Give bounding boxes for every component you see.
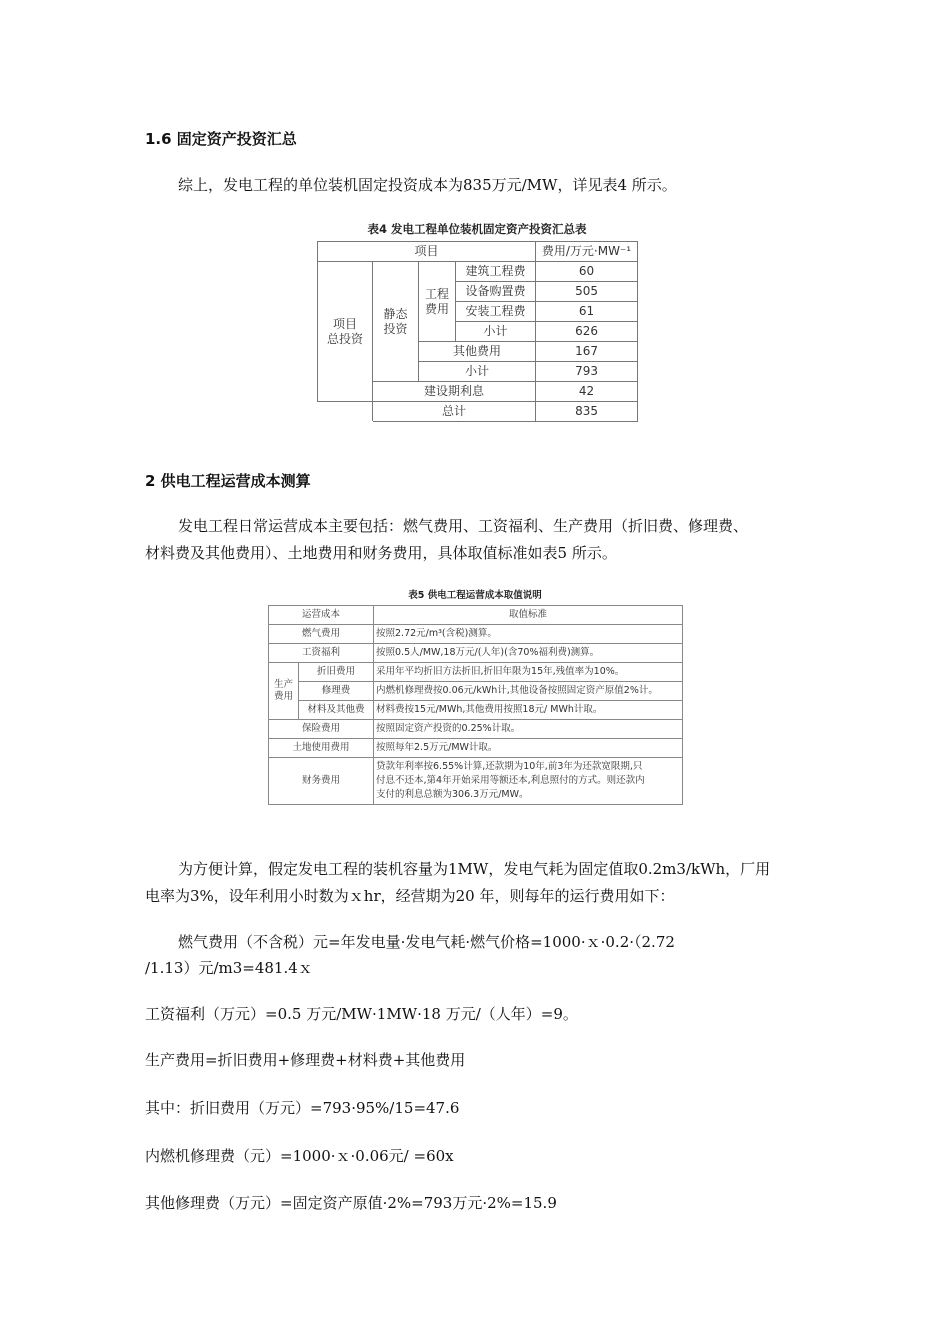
table5-production-cell bbox=[269, 663, 299, 720]
table-row bbox=[318, 262, 638, 282]
table-row bbox=[269, 701, 683, 720]
table5-insurance-standard: 按照固定资产投资的0.25%计取。 bbox=[374, 720, 683, 739]
table5-header-cost: 运营成本 bbox=[269, 606, 374, 625]
calc-production: 生产费用=折旧费用+修理费+材料费+其他费用 bbox=[145, 1051, 466, 1069]
table4-total-invest-line2: 总投资 bbox=[326, 331, 363, 346]
table5-material-label: 材料及其他费 bbox=[299, 701, 374, 720]
table5-material-standard: 材料费按15元/MWh,其他费用按照18元/ MWh计取。 bbox=[374, 701, 683, 720]
table5-finance-line2: 付息不还本,第4年开始采用等额还本,利息照付的方式。则还款内 bbox=[376, 775, 645, 786]
table4-row-label: 设备购置费 bbox=[456, 282, 536, 302]
table-row bbox=[269, 663, 683, 682]
table-row bbox=[269, 720, 683, 739]
table4-header-item: 项目 bbox=[318, 242, 536, 262]
table5-wage-label: 工资福利 bbox=[269, 644, 374, 663]
table5-header-row bbox=[269, 606, 683, 625]
table4-eng-cost-line1: 工程 bbox=[424, 286, 449, 301]
calc-gas-line1: 燃气费用（不含税）元=年发电量·发电气耗·燃气价格=1000·ｘ·0.2·（2.72 bbox=[178, 933, 675, 951]
table5-caption: 表5 供电工程运营成本取值说明 bbox=[408, 590, 542, 601]
table4-eng-cost-line2: 费用 bbox=[424, 301, 449, 316]
table5-finance-label: 财务费用 bbox=[269, 758, 374, 805]
table5-finance-standard bbox=[374, 758, 683, 805]
table4-row-value: 61 bbox=[536, 302, 638, 322]
table5-finance-line3: 支付的利息总额为306.3万元/MW。 bbox=[376, 789, 529, 800]
table-row bbox=[269, 758, 683, 805]
table4-total-invest-line1: 项目 bbox=[332, 316, 357, 331]
section-1-6-paragraph: 综上，发电工程的单位装机固定投资成本为835万元/MW，详见表4 所示。 bbox=[178, 176, 677, 194]
table5-finance-line1: 贷款年利率按6.55%计算,还款期为10年,前3年为还款宽限期,只 bbox=[376, 761, 643, 772]
table4-row-label: 小计 bbox=[456, 322, 536, 342]
table4-row-value: 505 bbox=[536, 282, 638, 302]
table5-gas-standard: 按照2.72元/m³(含税)测算。 bbox=[374, 625, 683, 644]
table5-land-standard: 按照每年2.5万元/MW计取。 bbox=[374, 739, 683, 758]
table4-row-label: 建设期利息 bbox=[373, 382, 536, 402]
table5-repair-standard: 内燃机修理费按0.06元/kWh计,其他设备按照固定资产原值2%计。 bbox=[374, 682, 683, 701]
calc-assumption-line1: 为方便计算，假定发电工程的装机容量为1MW，发电气耗为固定值取0.2m3/kWh，厂用 bbox=[178, 860, 771, 878]
table5-wage-standard: 按照0.5人/MW,18万元/(人年)(含70%福利费)测算。 bbox=[374, 644, 683, 663]
table4-row-label: 建筑工程费 bbox=[456, 262, 536, 282]
table4-row-label: 总计 bbox=[373, 402, 536, 422]
table5-production-line1: 生产 bbox=[273, 679, 293, 690]
calc-gas-line2: /1.13）元/m3=481.4ｘ bbox=[145, 959, 313, 977]
table5-repair-label: 修理费 bbox=[299, 682, 374, 701]
table4-row-label: 其他费用 bbox=[419, 342, 536, 362]
table4-header-cost: 费用/万元·MW⁻¹ bbox=[536, 242, 638, 262]
section-2-paragraph-line2: 材料费及其他费用）、土地费用和财务费用，具体取值标准如表5 所示。 bbox=[145, 544, 617, 562]
table5-depreciation-label: 折旧费用 bbox=[299, 663, 374, 682]
table5-depreciation-standard: 采用年平均折旧方法折旧,折旧年限为15年,残值率为10%。 bbox=[374, 663, 683, 682]
table5-land-label: 土地使用费用 bbox=[269, 739, 374, 758]
table4-static-invest-cell bbox=[373, 262, 419, 382]
section-1-6-title: 1.6 固定资产投资汇总 bbox=[145, 130, 297, 148]
calc-engine-repair: 内燃机修理费（元）=1000·ｘ·0.06元/ =60x bbox=[145, 1147, 454, 1165]
calc-other-repair: 其他修理费（万元）=固定资产原值·2%=793万元·2%=15.9 bbox=[145, 1194, 557, 1212]
table4 bbox=[317, 241, 638, 422]
table4-row-value: 60 bbox=[536, 262, 638, 282]
calc-assumption-line2: 电率为3%，设年利用小时数为ｘhr，经营期为20 年，则每年的运行费用如下： bbox=[145, 887, 675, 905]
table4-row-label: 小计 bbox=[419, 362, 536, 382]
table4-static-invest-line2: 投资 bbox=[383, 321, 408, 336]
table-row bbox=[269, 739, 683, 758]
table4-eng-cost-cell bbox=[419, 262, 456, 342]
section-2-title: 2 供电工程运营成本测算 bbox=[145, 472, 311, 490]
table4-caption: 表4 发电工程单位装机固定资产投资汇总表 bbox=[367, 222, 587, 236]
calc-depreciation: 其中：折旧费用（万元）=793·95%/15=47.6 bbox=[145, 1099, 460, 1117]
table-row bbox=[269, 644, 683, 663]
table4-total-invest-cell bbox=[318, 262, 373, 402]
table4-header-row bbox=[318, 242, 638, 262]
table4-row-value: 793 bbox=[536, 362, 638, 382]
table5-gas-label: 燃气费用 bbox=[269, 625, 374, 644]
table4-static-invest-line1: 静态 bbox=[383, 306, 408, 321]
table5-production-line2: 费用 bbox=[273, 691, 293, 702]
section-2-paragraph-line1: 发电工程日常运营成本主要包括：燃气费用、工资福利、生产费用（折旧费、修理费、 bbox=[178, 517, 749, 535]
table5-insurance-label: 保险费用 bbox=[269, 720, 374, 739]
table4-row-label: 安装工程费 bbox=[456, 302, 536, 322]
table-row bbox=[318, 402, 638, 422]
table-row bbox=[269, 682, 683, 701]
table4-row-value: 835 bbox=[536, 402, 638, 422]
table5-header-standard: 取值标准 bbox=[374, 606, 683, 625]
table-row bbox=[269, 625, 683, 644]
table5 bbox=[268, 605, 683, 805]
table4-empty-cell bbox=[318, 402, 373, 422]
calc-wage: 工资福利（万元）=0.5 万元/MW·1MW·18 万元/（人年）=9。 bbox=[145, 1005, 578, 1023]
table4-row-value: 626 bbox=[536, 322, 638, 342]
table4-row-value: 42 bbox=[536, 382, 638, 402]
table4-row-value: 167 bbox=[536, 342, 638, 362]
